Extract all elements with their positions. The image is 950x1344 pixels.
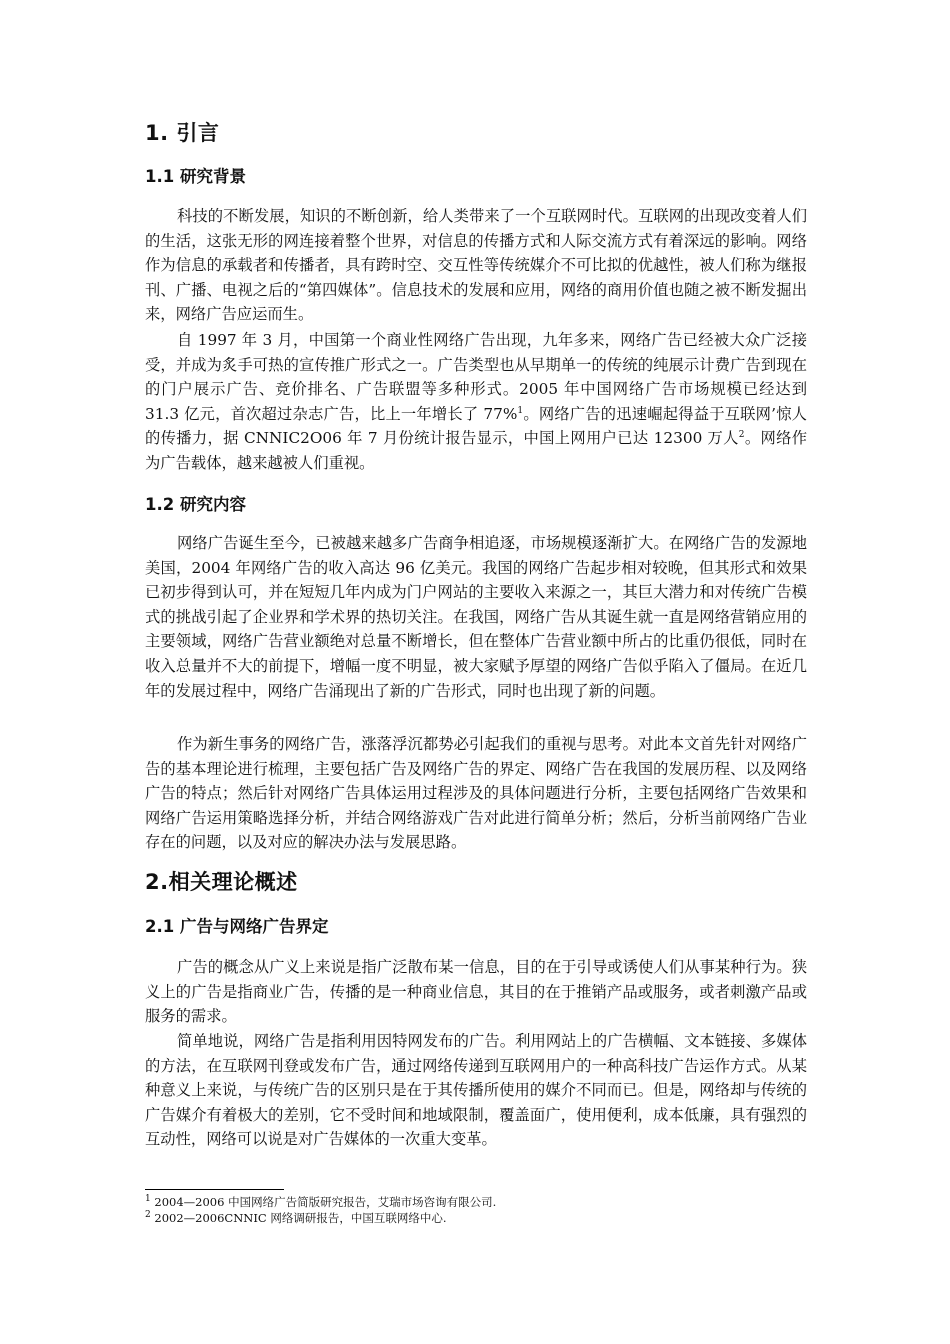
section-1-heading: 1. 引言 bbox=[145, 121, 220, 145]
footnote-separator bbox=[145, 1189, 284, 1190]
section-1-2-heading: 1.2 研究内容 bbox=[145, 495, 246, 514]
footnote-ref-2: 2 bbox=[738, 430, 745, 441]
paragraph-text-part: 。网络作为广告载体，越来越被人们重视。 bbox=[145, 429, 807, 472]
section-1-1-heading: 1.1 研究背景 bbox=[145, 167, 246, 186]
section-2-1-paragraph-2: 简单地说，网络广告是指利用因特网发布的广告。利用网站上的广告横幅、文本链接、多媒体的方法，在互联网刊登或发布广告，通过网络传递到互联网用户的一种高科技广告运作方式。从某种意义上来说，与传统广告的区别只是在于其传播所使用的媒介不同而已。但是，网络却与传统的广告媒介有着极大的差别，它不受时间和地域限制，覆盖面广，使用便利，成本低廉，具有强烈的互动性，网络可以说是对广告媒体的一次重大变革。 bbox=[145, 1032, 807, 1149]
footnote-mark: 1 bbox=[145, 1194, 151, 1205]
footnote-1 bbox=[145, 1195, 496, 1210]
section-2-1-paragraph-1: 广告的概念从广义上来说是指广泛散布某一信息，目的在于引导或诱使人们从事某种行为。狭义上的广告是指商业广告，传播的是一种商业信息，其目的在于推销产品或服务，或者刺激产品或服务的需求。 bbox=[145, 958, 807, 1026]
section-1-1-paragraph-1: 科技的不断发展，知识的不断创新，给人类带来了一个互联网时代。互联网的出现改变着人们的生活，这张无形的网连接着整个世界，对信息的传播方式和人际交流方式有着深远的影响。网络作为信息的承载者和传播者，具有跨时空、交互性等传统媒介不可比拟的优越性，被人们称为继报刊、广播、电视之后的“第四媒体”。信息技术的发展和应用，网络的商用价值也随之被不断发掘出来，网络广告应运而生。 bbox=[145, 207, 807, 324]
section-1-2-paragraph-2: 作为新生事务的网络广告，涨落浮沉都势必引起我们的重视与思考。对此本文首先针对网络广告的基本理论进行梳理，主要包括广告及网络广告的界定、网络广告在我国的发展历程、以及网络广告的特点；然后针对网络广告具体运用过程涉及的具体问题进行分析，主要包括网络广告效果和网络广告运用策略选择分析，并结合网络游戏广告对此进行简单分析；然后，分析当前网络广告业存在的问题，以及对应的解决办法与发展思路。 bbox=[145, 735, 807, 852]
paragraph-text-part: 。网络广告的迅速崛起得益于互联网’惊人的传播力，据 CNNIC2O06 年 7 月份统计报告显示，中国上网用户已达 12300 万人 bbox=[145, 404, 807, 448]
section-1-2-paragraph-1: 网络广告诞生至今，已被越来越多广告商争相追逐，市场规模逐渐扩大。在网络广告的发源地美国，2004 年网络广告的收入高达 96 亿美元。我国的网络广告起步相对较晚，但其形式和效果已初步得到认可，并在短短几年内成为门户网站的主要收入来源之一，其巨大潜力和对传统广告模式的挑战引起了企业界和学术界的热切关注。在我国，网络广告从其诞生就一直是网络营销应用的主要领域，网络广告营业额绝对总量不断增长，但在整体广告营业额中所占的比重仍很低，同时在收入总量并不大的前提下，增幅一度不明显，被大家赋予厚望的网络广告似乎陷入了僵局。在近几年的发展过程中，网络广告涌现出了新的广告形式，同时也出现了新的问题。 bbox=[145, 534, 807, 700]
section-2-1-heading: 2.1 广告与网络广告界定 bbox=[145, 917, 329, 936]
footnote-text: 2004—2006 中国网络广告简版研究报告，艾瑞市场咨询有限公司. bbox=[154, 1195, 497, 1209]
footnote-text: 2002—2006CNNIC 网络调研报告，中国互联网络中心. bbox=[154, 1211, 447, 1225]
paragraph-text-part: 自 1997 年 3 月，中国第一个商业性网络广告出现，九年多来，网络广告已经被大众广泛接受，并成为炙手可热的宣传推广形式之一。广告类型也从早期单一的传统的纯展示计费广告到现在的门户展示广告、竞价排名、广告联盟等多种形式。2005 年中国网络广告市场规模已经达到 31.3 亿元，首次超过杂志广告，比上一年增长了 77% bbox=[145, 331, 807, 423]
footnote-ref-1: 1 bbox=[517, 405, 524, 416]
section-1-1-paragraph-2 bbox=[145, 328, 807, 476]
footnote-2 bbox=[145, 1211, 447, 1226]
footnote-mark: 2 bbox=[145, 1210, 151, 1221]
section-2-heading: 2.相关理论概述 bbox=[145, 870, 298, 894]
